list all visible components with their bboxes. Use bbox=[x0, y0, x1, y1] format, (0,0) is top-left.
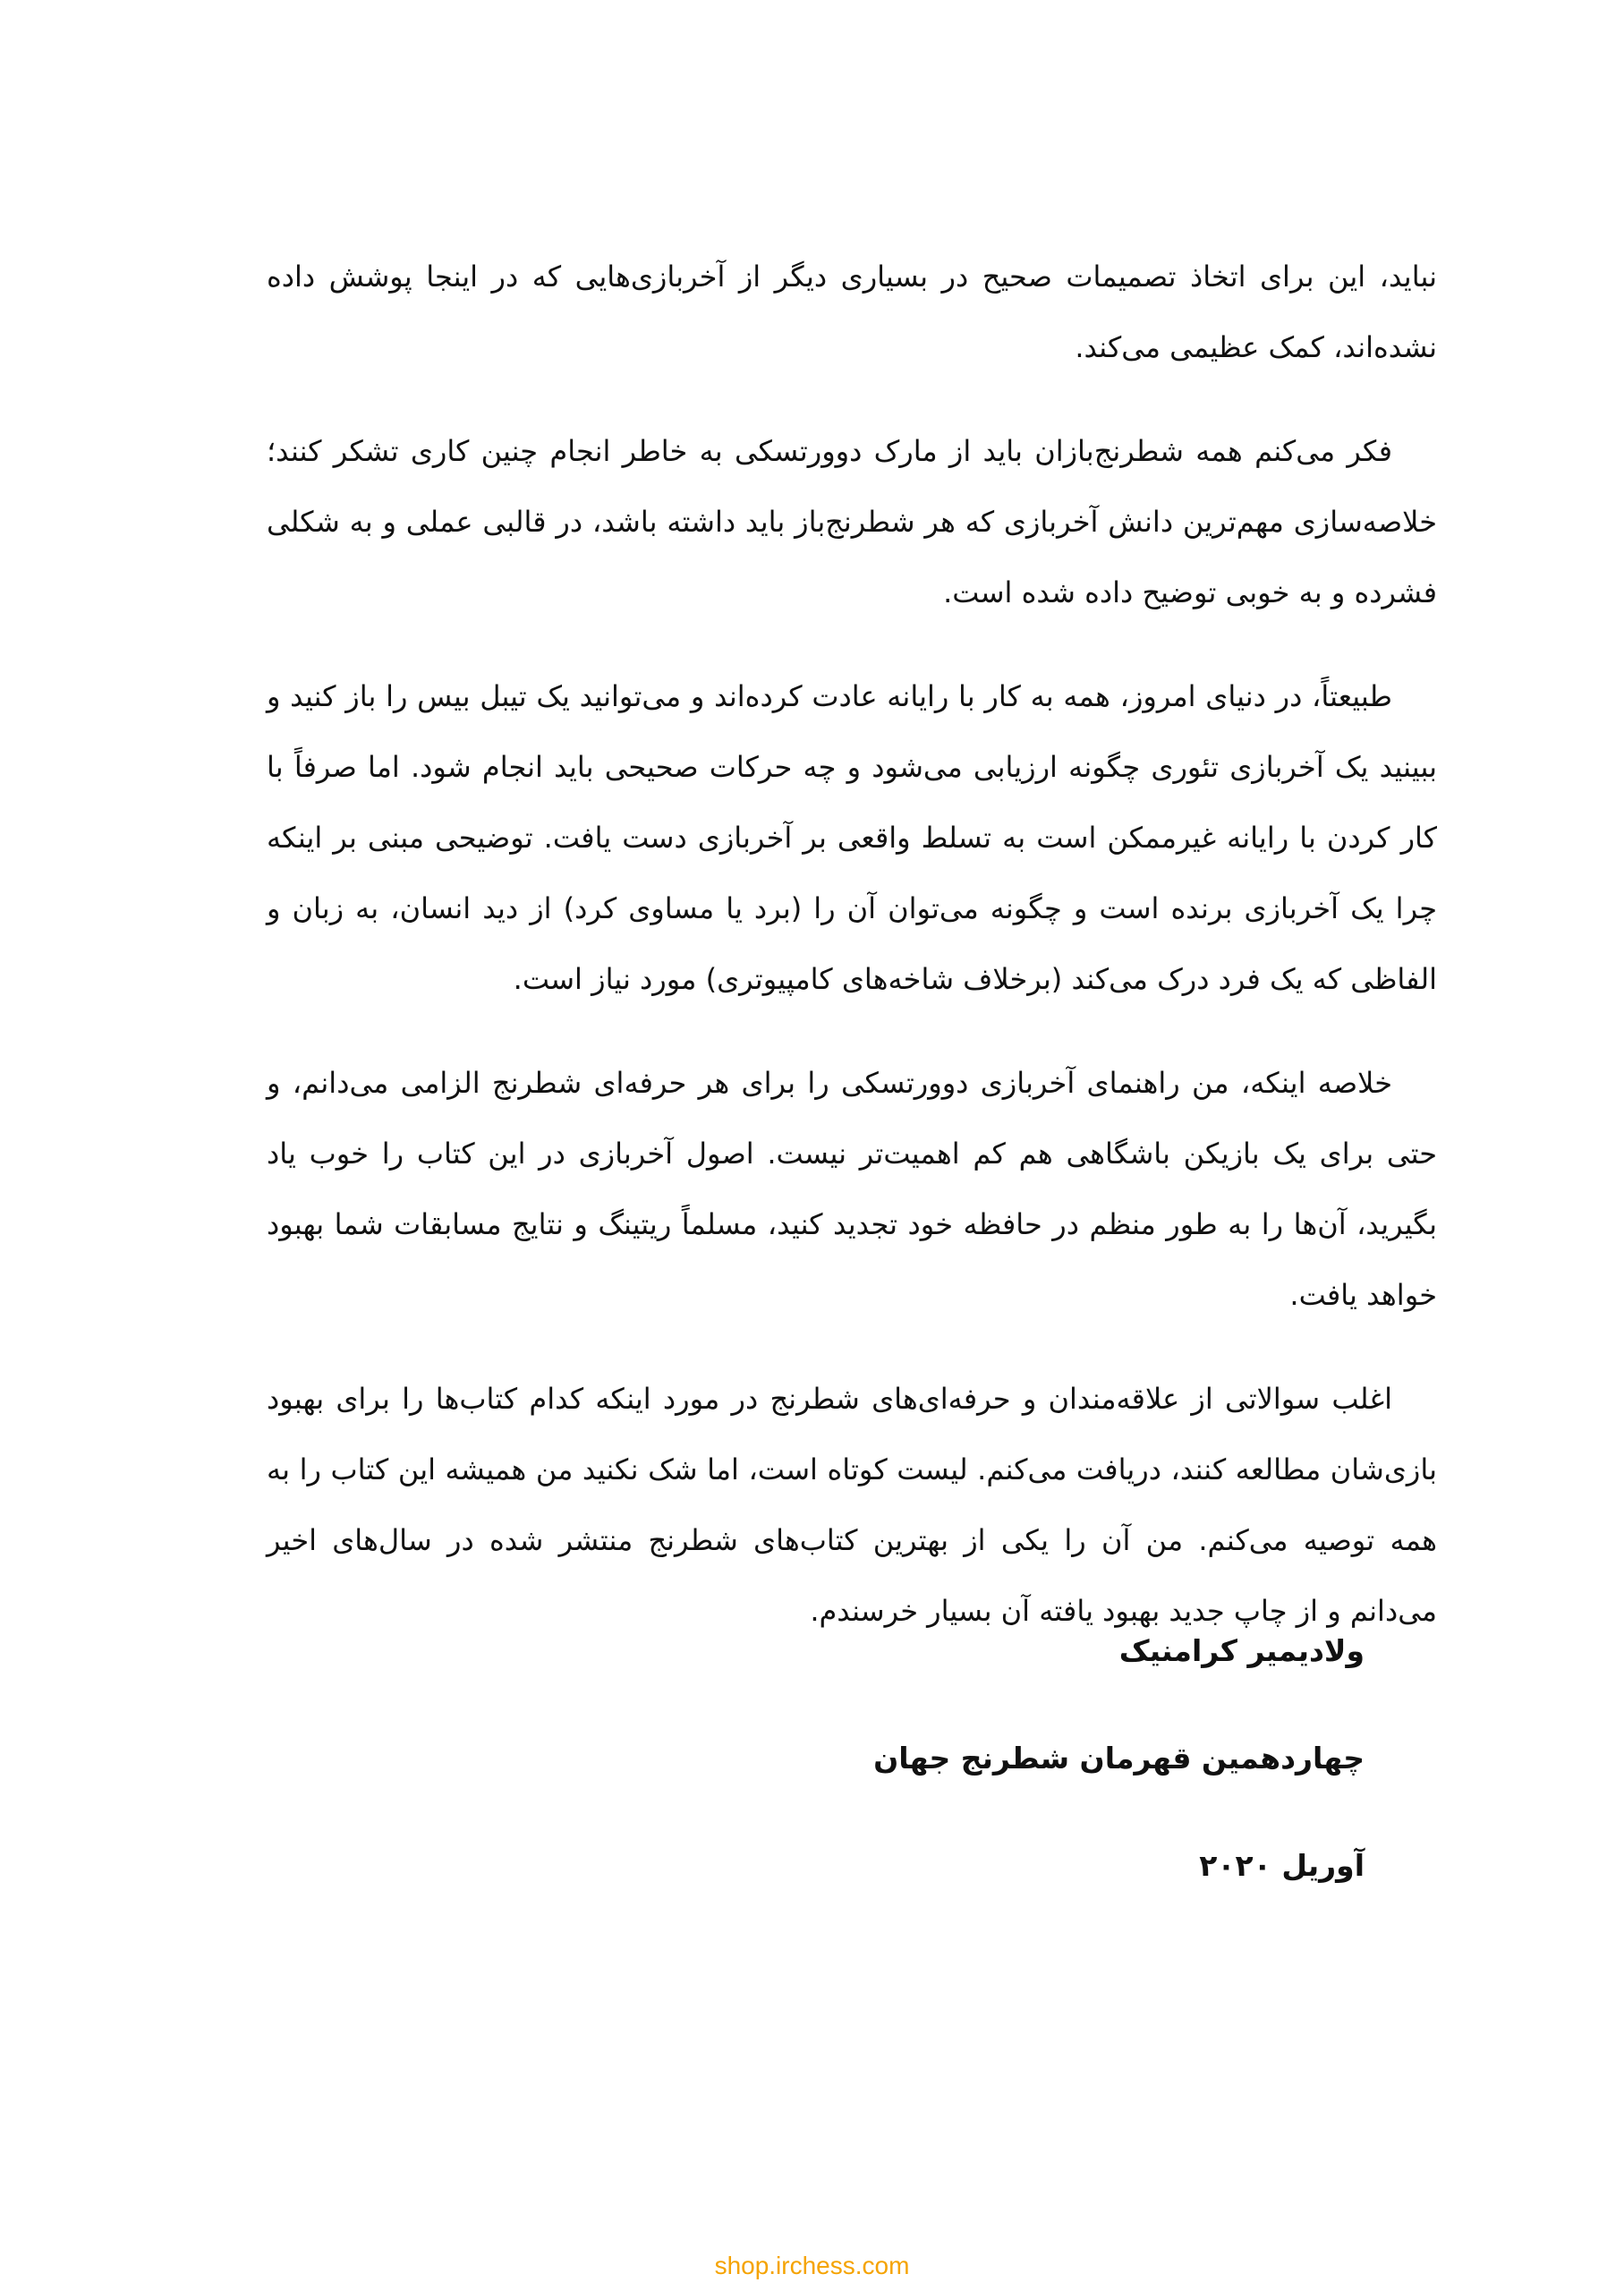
author-name: ولادیمیر کرامنیک bbox=[1118, 1633, 1365, 1668]
author-title: چهاردهمین قهرمان شطرنج جهان bbox=[873, 1741, 1365, 1776]
paragraph-2: فکر می‌کنم همه شطرنج‌بازان باید از مارک دوورتسکی به خاطر انجام چنین کاری تشکر کنند؛ خلاصه‌سازی مهم‌ترین دانش آخربازی که هر شطرنج‌باز باید داشته باشد، در قالبی عملی و به شکلی فشرده و به خوبی توضیح داده شده است. bbox=[267, 434, 1437, 609]
signature-block bbox=[559, 1627, 1365, 1949]
signature-date: آوریل ۲۰۲۰ bbox=[1199, 1848, 1365, 1883]
paragraph-5: اغلب سوالاتی از علاقه‌مندان و حرفه‌ای‌های شطرنج در مورد اینکه کدام کتاب‌ها را برای بهبود بازی‌شان مطالعه کنند، دریافت می‌کنم. لیست کوتاه است، اما شک نکنید من همیشه این کتاب را به همه توصیه می‌کنم. من آن را یکی از بهترین کتاب‌های شطرنج منتشر شده در سال‌های اخیر می‌دانم و از چاپ جدید بهبود یافته آن بسیار خرسندم. bbox=[267, 1382, 1437, 1628]
paragraph-4: خلاصه اینکه، من راهنمای آخربازی دوورتسکی را برای هر حرفه‌ای شطرنج الزامی می‌دانم، و حتی برای یک بازیکن باشگاهی هم کم اهمیت‌تر نیست. اصول آخربازی در این کتاب را خوب یاد بگیرید، آن‌ها را به طور منظم در حافظه خود تجدید کنید، مسلماً ریتینگ و نتایج مسابقات شما بهبود خواهد یافت. bbox=[267, 1066, 1437, 1312]
paragraph-3: طبیعتاً، در دنیای امروز، همه به کار با رایانه عادت کرده‌اند و می‌توانید یک تیبل بیس را باز کنید و ببینید یک آخربازی تئوری چگونه ارزیابی می‌شود و چه حرکات صحیحی باید انجام شود. اما صرفاً با کار کردن با رایانه غیرممکن است به تسلط واقعی بر آخربازی دست یافت. توضیحی مبنی بر اینکه چرا یک آخربازی برنده است و چگونه می‌توان آن را (برد یا مساوی کرد) از دید انسان، به زبان و الفاظی که یک فرد درک می‌کند (برخلاف شاخه‌های کامپیوتری) مورد نیاز است. bbox=[267, 679, 1437, 996]
paragraph-1: نباید، این برای اتخاذ تصمیمات صحیح در بسیاری دیگر از آخربازی‌هایی که در اینجا پوشش داده نشده‌اند، کمک عظیمی می‌کند. bbox=[267, 260, 1437, 364]
footer-watermark: shop.irchess.com bbox=[714, 2252, 910, 2279]
foreword-body bbox=[267, 242, 1437, 1680]
